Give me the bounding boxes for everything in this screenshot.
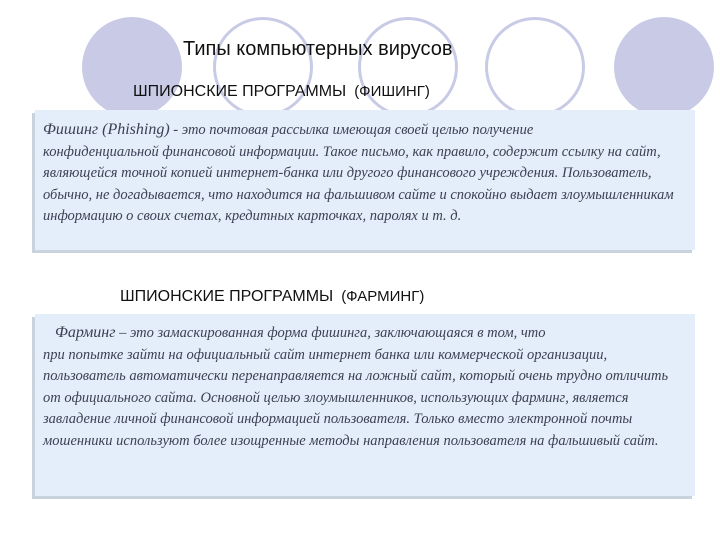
pharming-term: Фарминг — [55, 324, 116, 341]
pharming-heading — [120, 288, 424, 306]
slide-title: Типы компьютерных вирусов — [183, 38, 453, 60]
pharming-heading-text: ШПИОНСКИЕ ПРОГРАММЫ — [120, 288, 334, 305]
phishing-term: Фишинг (Phishing) — [43, 121, 170, 138]
phishing-body: конфиденциальной финансовой информации. Такое письмо, как правило, содержит ссылку на сайт, являющейся точной копией интернет-банка или другого финансового учреждения. Пользователь, обычно, не догадывается, что находится на фальшивом сайте и спокойно выдает злоумышленникам информацию о своих счетах, кредитных карточках, паролях и т. д. — [43, 143, 674, 224]
phishing-heading-text: ШПИОНСКИЕ ПРОГРАММЫ — [133, 83, 347, 100]
phishing-paragraph — [43, 119, 683, 228]
pharming-body: при попытке зайти на официальный сайт интернет банка или коммерческой организации, пользователь автоматически перенаправляется на ложный сайт, который очень трудно отличить от официального сайта. Основной целью злоумышленников, использующих фарминг, является завладение личной финансовой информацией пользователя. Только вместо электронной почты мошенники используют более изощренные методы направления пользователя на фальшивый сайт. — [43, 346, 669, 449]
pharming-paragraph — [43, 322, 681, 452]
decor-circle-5 — [614, 17, 714, 117]
decor-circle-1 — [82, 17, 182, 117]
phishing-heading-paren: (ФИШИНГ) — [354, 83, 430, 100]
pharming-heading-paren: (ФАРМИНГ) — [341, 288, 425, 305]
pharming-first-line: – это замаскированная форма фишинга, заключающаяся в том, что — [115, 325, 546, 341]
phishing-first-line: - это почтовая рассылка имеющая своей целью получение — [169, 122, 534, 138]
phishing-textbox — [35, 110, 695, 250]
decor-circle-2 — [213, 17, 313, 117]
phishing-heading — [133, 83, 430, 101]
decor-circle-3 — [358, 17, 458, 117]
decor-circle-4 — [485, 17, 585, 117]
pharming-textbox — [35, 314, 695, 496]
